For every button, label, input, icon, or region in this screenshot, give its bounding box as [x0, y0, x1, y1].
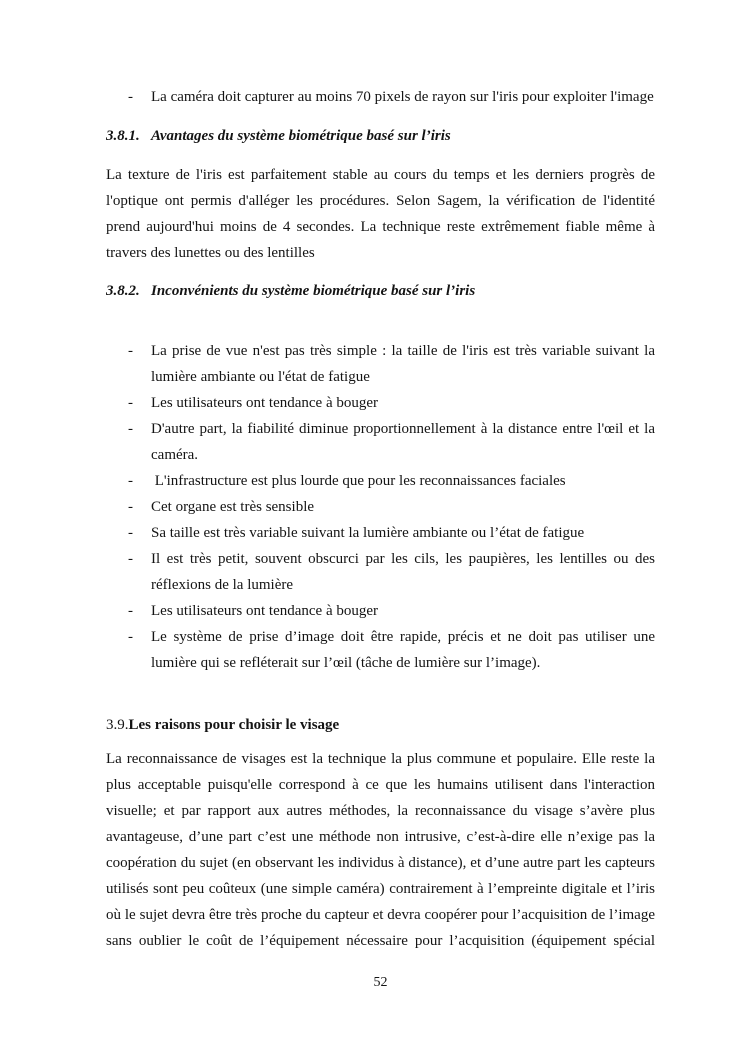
dash-bullet: -	[128, 629, 133, 645]
text-line: visuelle; et par rapport aux autres méthodes, la reconnaissance du visage s’avère plus	[106, 803, 655, 819]
section-heading-3-9	[106, 712, 655, 738]
text-line: La reconnaissance de visages est la technique la plus commune et populaire. Elle reste la	[106, 751, 655, 767]
paragraph-face-reasons	[106, 746, 655, 954]
section-number: 3.9.	[106, 717, 129, 733]
text-line: où le sujet devra être très proche du capteur et devra coopérer pour l’acquisition de l’image	[106, 907, 655, 923]
dash-bullet: -	[128, 473, 133, 489]
dash-bullet: -	[128, 603, 133, 619]
text-line: caméra.	[151, 447, 199, 463]
text-line: réflexions de la lumière	[151, 577, 294, 593]
list-item	[106, 390, 655, 416]
section-title: Les raisons pour choisir le visage	[128, 717, 340, 733]
text-line: La texture de l'iris est parfaitement stable au cours du temps et les derniers progrès de	[106, 167, 655, 183]
page-content	[106, 0, 655, 954]
list-item	[106, 494, 655, 520]
list-item	[106, 598, 655, 624]
text-line: avantageuse, d’une part c’est une méthode non intrusive, c’est-à-dire elle n’exige pas la	[106, 829, 655, 845]
dash-bullet: -	[128, 395, 133, 411]
text-line: La caméra doit capturer au moins 70 pixels de rayon sur l'iris pour exploiter l'image	[151, 89, 654, 105]
section-title: Inconvénients du système biométrique basé sur l’iris	[151, 283, 476, 299]
section-number: 3.8.1.	[106, 128, 140, 144]
text-line: prend aujourd'hui moins de 4 secondes. La technique reste extrêmement fiable même à	[106, 219, 655, 235]
list-item	[106, 624, 655, 676]
text-line: plus acceptable puisqu'elle correspond à ce que les humains utilisent dans l'interaction	[106, 777, 655, 793]
list-item-camera-requirement	[106, 84, 655, 110]
text-line: lumière qui se refléterait sur l’œil (tâche de lumière sur l’image).	[151, 655, 541, 671]
text-line: Les utilisateurs ont tendance à bouger	[151, 395, 379, 411]
text-line: coopération du sujet (en observant les individus à distance), et d’une autre part les capteurs	[106, 855, 655, 871]
text-line: utilisés sont peu coûteux (une simple caméra) contrairement à l’empreinte digitale et l’iris	[106, 881, 655, 897]
section-heading-3-8-1	[106, 123, 655, 149]
dash-bullet: -	[128, 421, 133, 437]
text-line: lumière ambiante ou l'état de fatigue	[151, 369, 370, 385]
dash-bullet: -	[128, 551, 133, 567]
text-line: Cet organe est très sensible	[151, 499, 315, 515]
list-item	[106, 546, 655, 598]
text-line: travers des lunettes ou des lentilles	[106, 245, 315, 261]
text-line: Il est très petit, souvent obscurci par les cils, les paupières, les lentilles ou des	[151, 551, 655, 567]
text-line: Les utilisateurs ont tendance à bouger	[151, 603, 379, 619]
dash-bullet: -	[128, 89, 133, 105]
section-number: 3.8.2.	[106, 283, 140, 299]
section-heading-3-8-2	[106, 278, 655, 304]
dash-bullet: -	[128, 343, 133, 359]
text-line: La prise de vue n'est pas très simple : la taille de l'iris est très variable suivant la	[151, 343, 655, 359]
text-line: sans oublier le coût de l’équipement nécessaire pour l’acquisition (équipement spécial	[106, 933, 655, 949]
dash-bullet: -	[128, 525, 133, 541]
list-item	[106, 338, 655, 390]
section-title: Avantages du système biométrique basé sur l’iris	[151, 128, 451, 144]
dash-bullet: -	[128, 499, 133, 515]
text-line: L'infrastructure est plus lourde que pour les reconnaissances faciales	[151, 473, 566, 489]
list-item	[106, 520, 655, 546]
list-item	[106, 468, 655, 494]
text-line: l'optique ont permis d'alléger les procédures. Selon Sagem, la vérification de l'identité	[106, 193, 655, 209]
disadvantages-list	[106, 338, 655, 676]
text-line: D'autre part, la fiabilité diminue proportionnellement à la distance entre l'œil et la	[151, 421, 655, 437]
page-number: 52	[373, 975, 388, 990]
paragraph-advantages	[106, 162, 655, 266]
text-line: Le système de prise d’image doit être rapide, précis et ne doit pas utiliser une	[151, 629, 655, 645]
text-line: Sa taille est très variable suivant la lumière ambiante ou l’état de fatigue	[151, 525, 585, 541]
list-item	[106, 416, 655, 468]
